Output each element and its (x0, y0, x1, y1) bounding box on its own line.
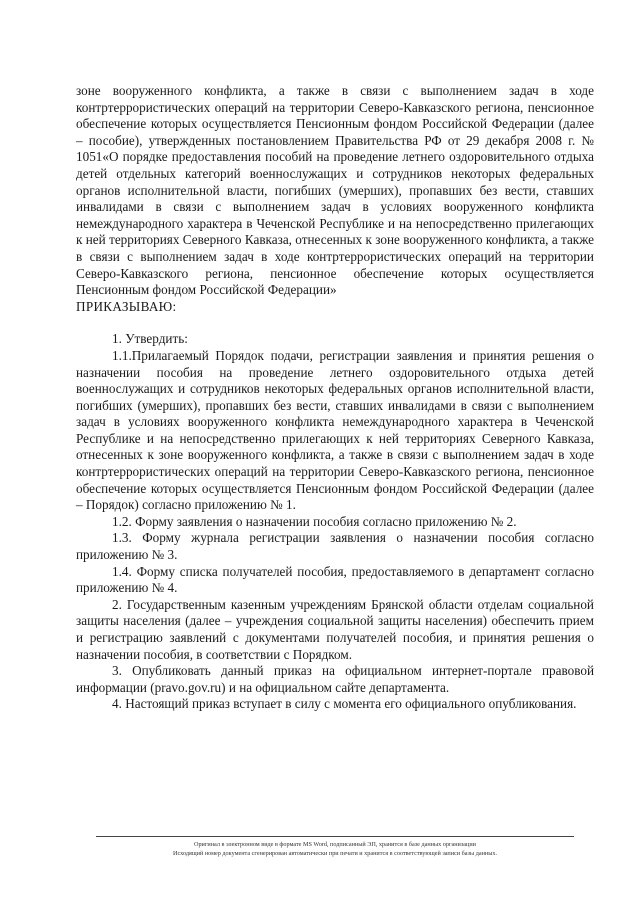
footer-note (96, 840, 574, 858)
item-4: 4. Настоящий приказ вступает в силу с момента его официального опубликования. (112, 696, 577, 712)
item-1-1: 1.1.Прилагаемый Порядок подачи, регистрации заявления и принятия решения о назначении пособия на проведение летнего оздоровительного отдыха детей военнослужащих и сотрудников некоторых федеральных органов исполнительной власти, погибших (умерших), пропавших без вести, ставших инвалидами в связи с выполнением задач в условиях вооруженного конфликта немеждународного характера в Чеченской Республике и на непосредственно прилегающих к ней территориях Северного Кавказа, отнесенных к зоне вооруженного конфликта, а также в связи с выполнением задач в ходе контртеррористических операций на территории Северо-Кавказского региона, пенсионное обеспечение которых осуществляется Пенсионным фондом Российской Федерации (далее – Порядок) согласно приложению № 1. (76, 347, 594, 513)
footer-divider (96, 836, 574, 837)
item-1: 1. Утвердить: (112, 331, 188, 347)
item-1-2: 1.2. Форму заявления о назначении пособия согласно приложению № 2. (112, 513, 517, 529)
footer-line-2: Исходящий номер документа сгенерирован автоматически при печати и хранится в соответствующей записи базы данных. (172, 850, 498, 857)
item-2: 2. Государственным казенным учреждениям Брянской области отделам социальной защиты населения (далее – учреждения социальной защиты населения) обеспечить прием и регистрацию заявлений с документами получателей пособия, и принятия решения о назначении пособия, в соответствии с Порядком. (76, 596, 594, 662)
order-word: ПРИКАЗЫВАЮ: (76, 298, 177, 314)
document-body (76, 83, 594, 713)
item-1-3: 1.3. Форму журнала регистрации заявления о назначении пособия согласно приложению № 3. (76, 530, 594, 563)
item-3: 3. Опубликовать данный приказ на официальном интернет-портале правовой информации (pravo.gov.ru) и на официальном сайте департамента. (76, 663, 594, 695)
intro-paragraph: зоне вооруженного конфликта, а также в связи с выполнением задач в ходе контртеррористических операций на территории Северо-Кавказского региона, пенсионное обеспечение которых осуществляется Пенсионным фондом Российской Федерации (далее – пособие), утвержденных постановлением Правительства РФ от 29 декабря 2008 г. № 1051«О порядке предоставления пособий на проведение летнего оздоровительного отдыха детей отдельных категорий военнослужащих и сотрудников некоторых федеральных органов исполнительной власти, погибших (умерших), пропавших без вести, ставших инвалидами в связи с выполнением задач в условиях вооруженного конфликта немеждународного характера в Чеченской Республике и на непосредственно прилегающих к ней территориях Северного Кавказа, отнесенных к зоне вооруженного конфликта, а также в связи с выполнением задач в ходе контртеррористических операций на территории Северо-Кавказского региона, пенсионное обеспечение которых осуществляется Пенсионным фондом Российской Федерации» (76, 83, 594, 298)
footer-line-1: Оригинал в электронном виде в формате MS Word, подписанный ЭП, хранится в базе данных организации (194, 841, 476, 848)
item-1-4: 1.4. Форму списка получателей пособия, предоставляемого в департамент согласно приложению № 4. (76, 563, 594, 596)
